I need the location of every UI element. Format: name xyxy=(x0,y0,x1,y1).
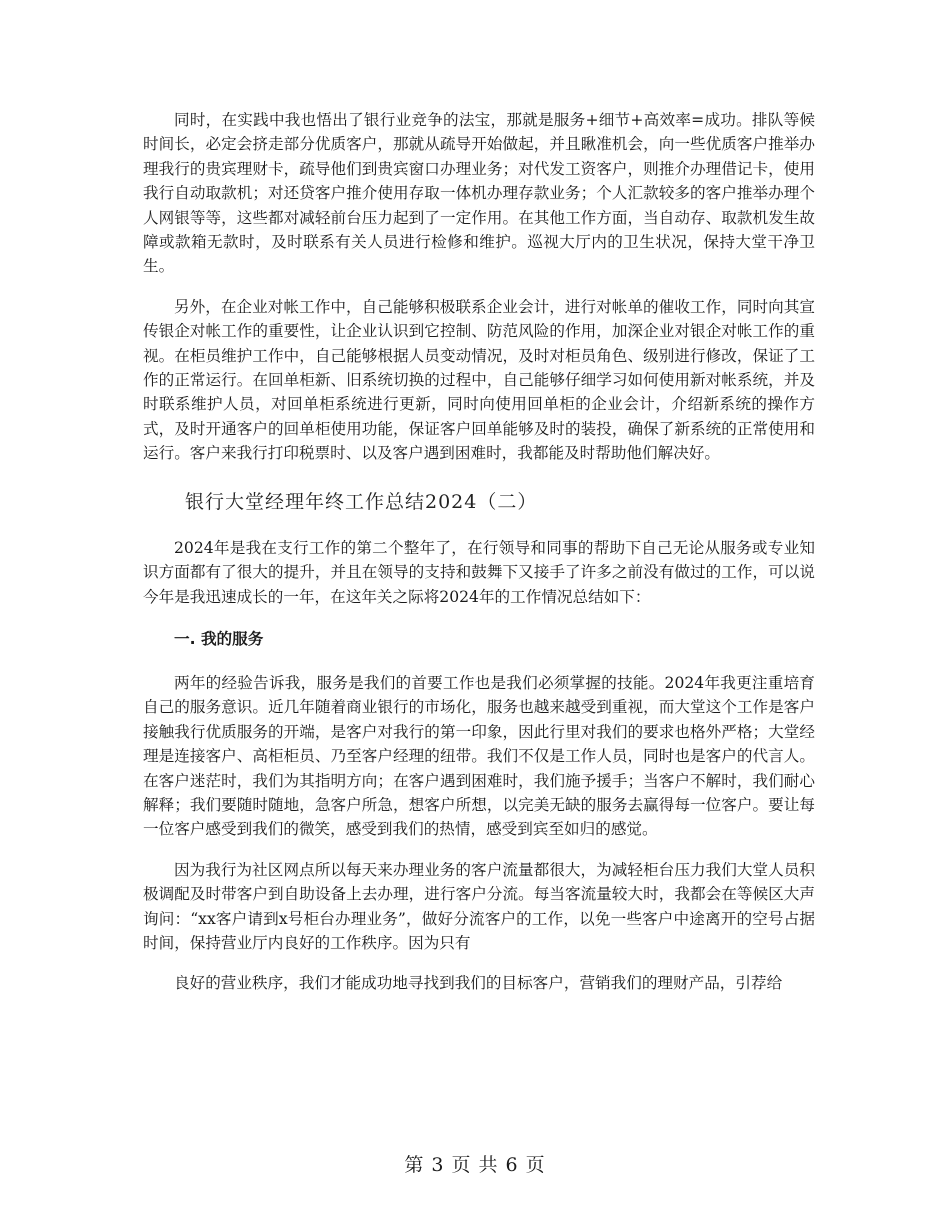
page-footer: 第 3 页 共 6 页 xyxy=(404,1154,546,1176)
document-body xyxy=(143,108,815,1012)
section-title: 银行大堂经理年终工作总结2024（二） xyxy=(185,490,538,513)
paragraph: 两年的经验告诉我，服务是我们的首要工作也是我们必须掌握的技能。2024年我更注重培育自己的服务意识。近几年随着商业银行的市场化，服务也越来越受到重视，而大堂这个工作是客户接触我行优质服务的开端，是客户对我行的第一印象，因此行里对我们的要求也格外严格；大堂经理是连接客户、高柜柜员、乃至客户经理的纽带。我们不仅是工作人员，同时也是客户的代言人。在客户迷茫时，我们为其指明方向；在客户遇到困难时，我们施予援手；当客户不解时，我们耐心解释；我们要随时随地，急客户所急，想客户所想，以完美无缺的服务去赢得每一位客户。要让每一位客户感受到我们的微笑，感受到我们的热情，感受到宾至如归的感觉。 xyxy=(143,673,815,839)
subheading: 一. 我的服务 xyxy=(174,629,264,648)
intro-paragraph: 2024年是我在支行工作的第二个整年了，在行领导和同事的帮助下自己无论从服务或专业知识方面都有了很大的提升，并且在领导的支持和鼓舞下又接手了许多之前没有做过的工作，可以说今年是我迅速成长的一年，在这年关之际将2024年的工作情况总结如下： xyxy=(143,538,815,606)
paragraph: 同时，在实践中我也悟出了银行业竞争的法宝，那就是服务+细节+高效率=成功。排队等候时间长，必定会挤走部分优质客户，那就从疏导开始做起，并且瞅准机会，向一些优质客户推举办理我行的贵宾理财卡，疏导他们到贵宾窗口办理业务；对代发工资客户，则推介办理借记卡，使用我行自动取款机；对还贷客户推介使用存取一体机办理存款业务；个人汇款较多的客户推举办理个人网银等等，这些都对减轻前台压力起到了一定作用。在其他工作方面，当自动存、取款机发生故障或款箱无款时，及时联系有关人员进行检修和维护。巡视大厅内的卫生状况，保持大堂干净卫生。 xyxy=(143,111,815,276)
paragraph: 良好的营业秩序，我们才能成功地寻找到我们的目标客户，营销我们的理财产品，引荐给 xyxy=(174,974,783,993)
paragraph: 另外，在企业对帐工作中，自己能够积极联系企业会计，进行对帐单的催收工作，同时向其宣传银企对帐工作的重要性，让企业认识到它控制、防范风险的作用，加深企业对银企对帐工作的重视。在柜员维护工作中，自己能够根据人员变动情况，及时对柜员角色、级别进行修改，保证了工作的正常运行。在回单柜新、旧系统切换的过程中，自己能够仔细学习如何使用新对帐系统，并及时联系维护人员，对回单柜系统进行更新，同时向使用回单柜的企业会计，介绍新系统的操作方式，及时开通客户的回单柜使用功能，保证客户回单能够及时的装投，确保了新系统的正常使用和运行。客户来我行打印税票时、以及客户遇到困难时，我都能及时帮助他们解决好。 xyxy=(143,297,815,463)
paragraph: 因为我行为社区网点所以每天来办理业务的客户流量都很大，为减轻柜台压力我们大堂人员积极调配及时带客户到自助设备上去办理，进行客户分流。每当客流量较大时，我都会在等候区大声询问：“xx客户请到x号柜台办理业务”，做好分流客户的工作，以免一些客户中途离开的空号占据时间，保持营业厅内良好的工作秩序。因为只有 xyxy=(143,860,815,952)
